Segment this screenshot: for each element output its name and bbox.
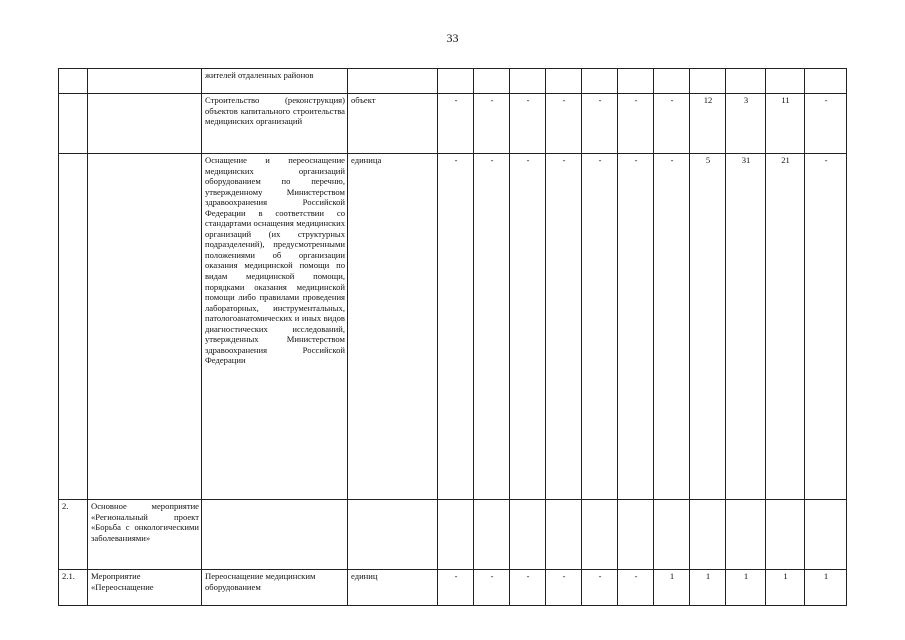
row-number-cell: [59, 154, 88, 500]
indicator-cell: Переоснащение медицинским оборудованием: [202, 570, 348, 606]
value-cell: [546, 500, 582, 570]
value-cell: -: [654, 154, 690, 500]
value-cell: 1: [690, 570, 726, 606]
value-cell: -: [474, 154, 510, 500]
value-cell: -: [438, 154, 474, 500]
value-cell: [654, 500, 690, 570]
value-cell: [654, 69, 690, 94]
indicator-cell: жителей отдаленных районов: [202, 69, 348, 94]
value-cell: [726, 69, 766, 94]
value-cell: [546, 69, 582, 94]
value-cell: -: [582, 154, 618, 500]
event-name-cell: [88, 69, 202, 94]
unit-cell: единиц: [348, 570, 438, 606]
event-name-cell: Мероприятие «Переоснащение: [88, 570, 202, 606]
value-cell: [438, 500, 474, 570]
value-cell: -: [510, 154, 546, 500]
indicator-cell: [202, 500, 348, 570]
row-number-cell: 2.: [59, 500, 88, 570]
value-cell: 1: [766, 570, 805, 606]
value-cell: 21: [766, 154, 805, 500]
value-cell: [618, 69, 654, 94]
value-cell: [726, 500, 766, 570]
value-cell: [582, 69, 618, 94]
value-cell: 12: [690, 94, 726, 154]
unit-cell: единица: [348, 154, 438, 500]
unit-cell: [348, 69, 438, 94]
value-cell: -: [438, 94, 474, 154]
indicator-cell: Строительство (реконструкция) объектов капитального строительства медицинских организаций: [202, 94, 348, 154]
value-cell: [474, 500, 510, 570]
table-row: [59, 94, 847, 154]
value-cell: -: [618, 154, 654, 500]
value-cell: -: [546, 94, 582, 154]
value-cell: [510, 500, 546, 570]
value-cell: [438, 69, 474, 94]
value-cell: 1: [654, 570, 690, 606]
value-cell: -: [805, 94, 847, 154]
value-cell: [766, 500, 805, 570]
value-cell: [510, 69, 546, 94]
event-name-cell: [88, 94, 202, 154]
value-cell: [690, 500, 726, 570]
value-cell: -: [618, 570, 654, 606]
value-cell: [690, 69, 726, 94]
value-cell: 5: [690, 154, 726, 500]
value-cell: -: [474, 570, 510, 606]
value-cell: 1: [726, 570, 766, 606]
value-cell: [618, 500, 654, 570]
row-number-cell: [59, 69, 88, 94]
value-cell: -: [582, 94, 618, 154]
value-cell: 31: [726, 154, 766, 500]
value-cell: [805, 69, 847, 94]
value-cell: -: [510, 94, 546, 154]
value-cell: 3: [726, 94, 766, 154]
value-cell: [582, 500, 618, 570]
program-table: [58, 68, 847, 606]
value-cell: -: [618, 94, 654, 154]
page-number: 33: [446, 31, 459, 45]
value-cell: [805, 500, 847, 570]
unit-cell: объект: [348, 94, 438, 154]
value-cell: [474, 69, 510, 94]
value-cell: -: [805, 154, 847, 500]
unit-cell: [348, 500, 438, 570]
table-row: [59, 69, 847, 94]
indicator-cell: Оснащение и переоснащение медицинских организаций оборудованием по перечню, утвержденному Министерством здравоохранения Российской Федерации в соответствии со стандартами оснащения медицинских организаций (их структурных подразделений), предусмотренными положениями об организации оказания медицинской помощи по видам медицинской помощи, порядками оказания медицинской помощи либо правилами проведения лабораторных, инструментальных, патологоанатомических и иных видов диагностических исследований, утвержденных Министерством здравоохранения Российской Федерации: [202, 154, 348, 500]
value-cell: 11: [766, 94, 805, 154]
table-row: [59, 500, 847, 570]
value-cell: 1: [805, 570, 847, 606]
value-cell: -: [510, 570, 546, 606]
value-cell: -: [438, 570, 474, 606]
value-cell: -: [546, 154, 582, 500]
value-cell: -: [474, 94, 510, 154]
value-cell: -: [654, 94, 690, 154]
event-name-cell: [88, 154, 202, 500]
table-row: [59, 154, 847, 500]
value-cell: [766, 69, 805, 94]
event-name-cell: Основное мероприятие «Региональный проект «Борьба с онкологическими заболеваниями»: [88, 500, 202, 570]
table-row: [59, 570, 847, 606]
row-number-cell: 2.1.: [59, 570, 88, 606]
value-cell: -: [546, 570, 582, 606]
value-cell: -: [582, 570, 618, 606]
row-number-cell: [59, 94, 88, 154]
